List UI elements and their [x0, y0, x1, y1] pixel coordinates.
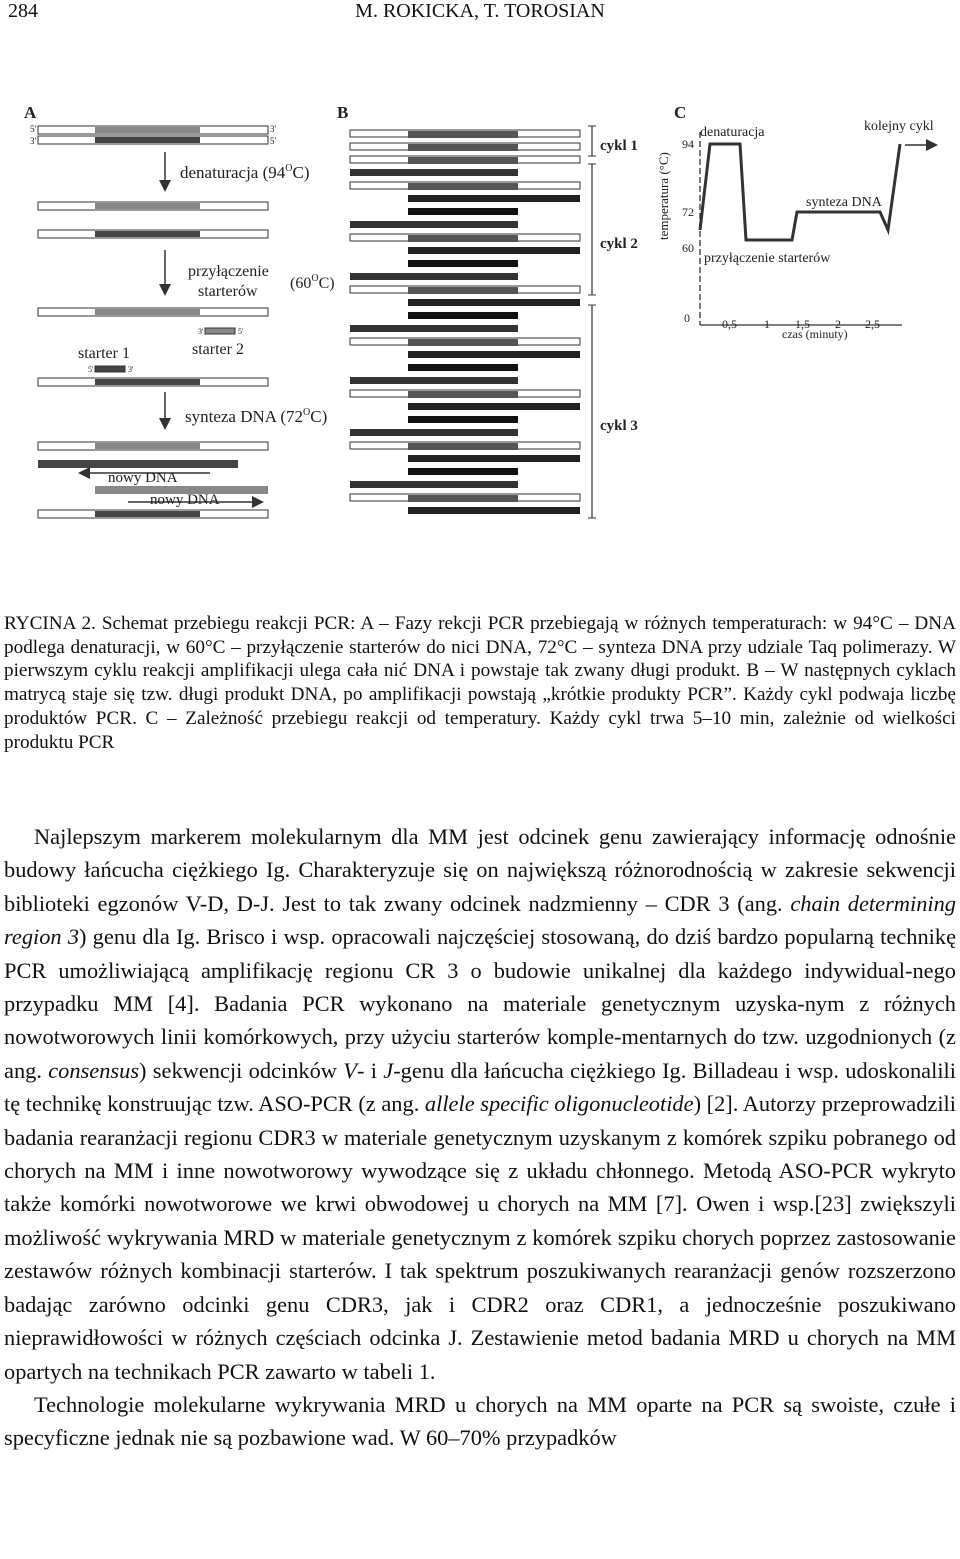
annealing-temp: $(60^OC)$: [290, 273, 335, 292]
paragraph-1: Najlepszym markerem molekularnym dla MM jest odcinek genu zawierający informację odnośnie budowy łańcucha ciężkiego Ig. Charakteryzuje się on największą różnorodnością w zakresie sekwencji biblioteki egzonów V-D, D-J. Jest to tak zwany odcinek nadzmienny – CDR 3 (ang. chain determining region 3) genu dla Ig. Brisco i wsp. opracowali najczęściej stosowaną, do dziś bardzo popularną technikę PCR umożliwiającą amplifikację regionu CR 3 o budowie unikalnej dla każdego indywidual-nego przypadku MM [4]. Badania PCR wykonano na materiale genetycznym uzyska-nym z różnych nowotworowych linii komórkowych, przy użyciu starterów komple-mentarnych do tzw. uzgodnionych (z ang. consensus) sekwencji odcinków V- i J-genu dla łańcucha ciężkiego Ig. Billadeau i wsp. udoskonalili tę technikę konstruując tzw. ASO-PCR (z ang. allele specific oligonucleotide) [2]. Autorzy przeprowadzili badania rearanżacji regionu CDR3 w materiale genetycznym uzyskanym z komórek szpiku pobranego od chorych na MM i inne nowotworowy wywodzące się z układu chłonnego. Metodą ASO-PCR wykryto także komórki nowotworowe we krwi obwodowej u chorych na MM [7]. Owen i wsp.[23] zwiększyli możliwość wykrywania MRD w materiale genetycznym z komórek szpiku chorych poprzez zastosowanie zestawów różnych kombinacji starterów. I tak spektrum poszukiwanych rearanżacji genów rozszerzono badając zarówno odcinki genu CDR3, jak i CDR2 oraz CDR1, a jednocześnie poszukiwano nieprawidłowości w różnych częściach odcinka J. Zestawienie metod badania MRD u chorych na MM opartych na technikach PCR zawarto w tabeli 1.: [4, 824, 957, 1384]
body-text: [4, 820, 956, 1455]
svg-text:3': 3': [128, 365, 134, 374]
dna-strand-bar: [408, 131, 518, 138]
dna-strand-bar: [350, 325, 518, 332]
cycle1-label: cykl 1: [600, 138, 638, 154]
svg-text:3': 3': [198, 327, 204, 336]
dna-strand-bar: [408, 260, 518, 267]
dna-strand-bar: [408, 364, 518, 371]
y-tick-72: 72: [682, 205, 694, 219]
dna-strand-bar: [408, 351, 580, 358]
dna-strand-bar: [350, 429, 518, 436]
x-tick-1-5: 1,5: [795, 317, 810, 331]
separated-strands: [38, 202, 268, 238]
x-axis-label: czas (minuty): [782, 327, 848, 341]
panel-b-label: B: [337, 103, 349, 122]
svg-text:5': 5': [88, 365, 94, 374]
primer2-label: starter 2: [192, 341, 244, 358]
x-tick-2-5: 2,5: [865, 317, 880, 331]
primed-strands: [38, 308, 268, 386]
template-dna: [30, 124, 277, 146]
dna-strand-bar: [350, 481, 518, 488]
new-dna-label-2: nowy DNA: [150, 492, 220, 508]
panel-b-bars: [350, 130, 580, 514]
synthesis-c-label: synteza DNA: [806, 195, 882, 210]
y-tick-60: 60: [682, 241, 694, 255]
dna-strand-bar: [408, 287, 518, 294]
svg-text:5': 5': [270, 136, 277, 146]
new-dna-strands: [38, 442, 268, 518]
dna-strand-bar: [408, 208, 518, 215]
panel-a-label: A: [24, 103, 37, 122]
paragraph-2: Technologie molekularne wykrywania MRD u chorych na MM oparte na PCR są swoiste, czułe i specyficzne jednak nie są pozbawione wad. W 60–70% przypadków: [4, 1391, 956, 1451]
temperature-profile: [700, 144, 900, 240]
y-axis-label: temperatura (°C): [656, 152, 671, 240]
dna-strand-bar: [408, 507, 580, 514]
denaturation-label: denaturacja $(94^OC)$: [180, 163, 310, 182]
denaturation-c-label: denaturacja: [700, 125, 765, 140]
dna-strand-bar: [408, 416, 518, 423]
dna-strand-bar: [350, 169, 518, 176]
cycle2-label: cykl 2: [600, 236, 638, 252]
annealing-c-label: przyłączenie starterów: [704, 251, 831, 266]
dna-strand-bar: [408, 235, 518, 242]
dna-strand-bar: [408, 455, 580, 462]
dna-strand-bar: [408, 468, 518, 475]
y-tick-0: 0: [684, 311, 690, 325]
dna-strand-bar: [408, 443, 518, 450]
annealing-label-2: starterów: [198, 283, 258, 300]
dna-strand-bar: [408, 312, 518, 319]
synthesis-label: synteza DNA $(72^OC)$: [185, 407, 328, 426]
dna-strand-bar: [350, 377, 518, 384]
dna-strand-bar: [408, 247, 580, 254]
dna-strand-bar: [408, 195, 580, 202]
page-number: 284: [8, 0, 38, 22]
x-tick-0-5: 0,5: [722, 317, 737, 331]
running-header: M. ROKICKA, T. TOROSIAN: [355, 0, 605, 22]
cycle3-label: cykl 3: [600, 418, 638, 434]
primer1-label: starter 1: [78, 345, 130, 362]
dna-strand-bar: [408, 391, 518, 398]
new-dna-label-1: nowy DNA: [108, 470, 178, 486]
panel-c-label: C: [674, 103, 687, 122]
dna-strand-bar: [408, 403, 580, 410]
x-tick-1: 1: [764, 317, 770, 331]
annealing-label: przyłączenie: [188, 263, 269, 280]
dna-strand-bar: [408, 339, 518, 346]
figure-caption: RYCINA 2. Schemat przebiegu reakcji PCR: A – Fazy rekcji PCR przebiegają w różnych temperaturach: w 94°C – DNA podlega denaturacji, w 60°C – przyłączenie starterów do nici DNA, 72°C – synteza DNA przy udziale Taq polimerazy. W pierwszym cyklu reakcji amplifikacji ulega cała nić DNA i powstaje tak zwany długi produkt. B – W następnych cyklach matrycą staje się tzw. długi produkt DNA, po amplifikacji powstają „krótkie produkty PCR”. Każdy cykl podwaja liczbę produktów PCR. C – Zależność przebiegu reakcji od temperatury. Każdy cykl trwa 5–10 min, zależnie od wielkości produktu PCR: [4, 613, 956, 753]
dna-strand-bar: [408, 495, 518, 502]
next-cycle-label: kolejny cykl: [864, 119, 934, 134]
dna-strand-bar: [350, 221, 518, 228]
dna-strand-bar: [408, 157, 518, 164]
x-tick-2: 2: [835, 317, 841, 331]
dna-strand-bar: [408, 183, 518, 190]
dna-strand-bar: [350, 273, 518, 280]
svg-text:5': 5': [30, 124, 37, 134]
svg-text:3': 3': [270, 124, 277, 134]
svg-text:3': 3': [30, 136, 37, 146]
svg-text:5': 5': [238, 327, 244, 336]
dna-strand-bar: [408, 299, 580, 306]
dna-strand-bar: [408, 144, 518, 151]
pcr-figure: [0, 90, 960, 560]
y-tick-94: 94: [682, 137, 694, 151]
